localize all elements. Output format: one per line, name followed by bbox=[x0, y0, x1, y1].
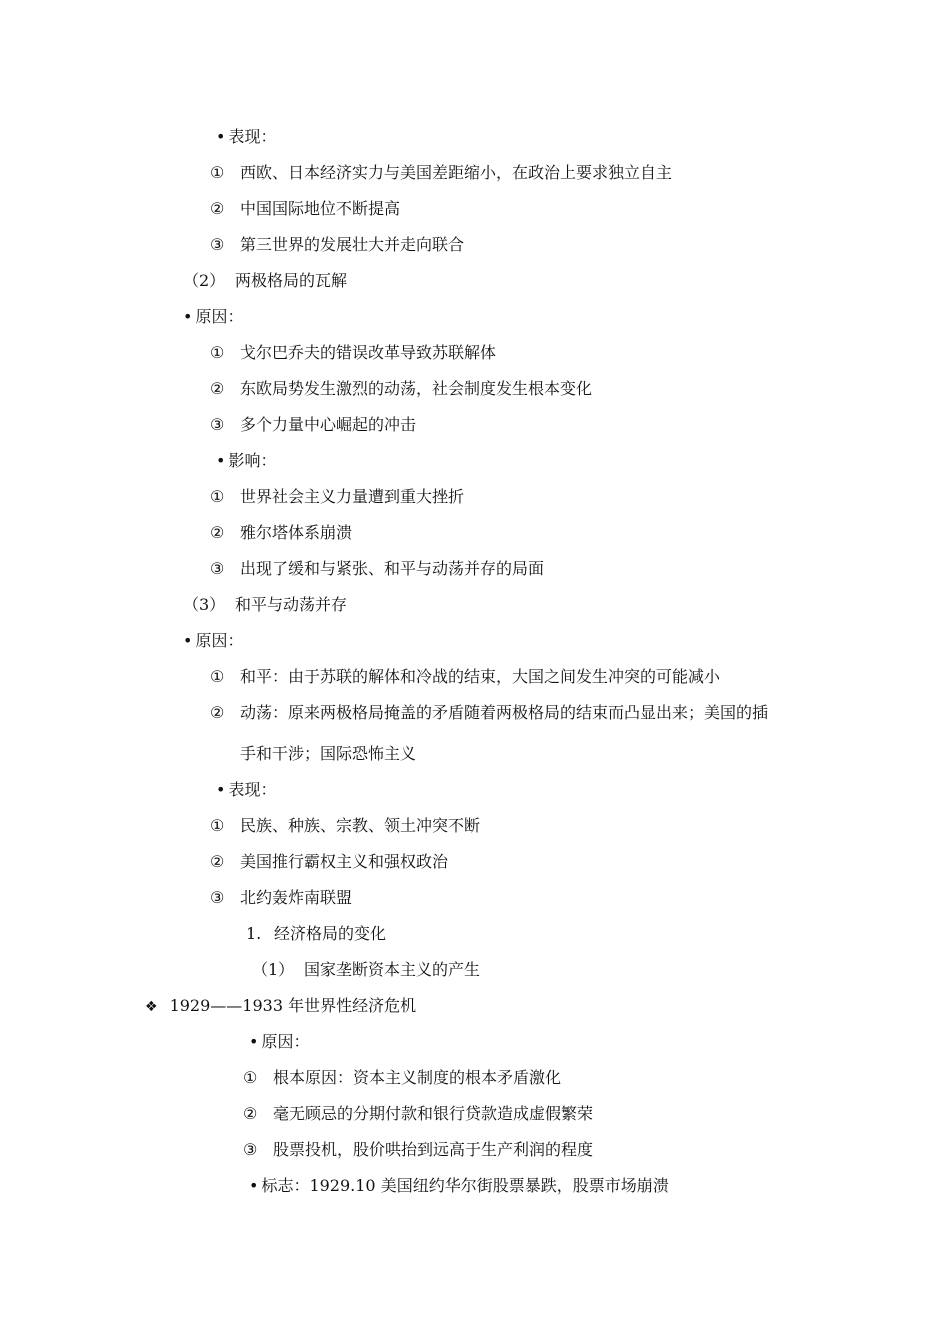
numbered-item: ③ 出现了缓和与紧张、和平与动荡并存的局面 bbox=[210, 559, 545, 578]
bullet-item: • 原因： bbox=[183, 307, 244, 326]
bullet-item: • 标志：1929.10 美国纽约华尔街股票暴跌，股票市场崩溃 bbox=[249, 1176, 669, 1195]
bullet-item: • 原因： bbox=[249, 1032, 310, 1051]
bullet-item: • 影响： bbox=[216, 451, 277, 470]
bullet-icon: • bbox=[249, 1032, 259, 1051]
numbered-item: ② 东欧局势发生激烈的动荡，社会制度发生根本变化 bbox=[210, 379, 593, 398]
numbered-item: ③ 北约轰炸南联盟 bbox=[210, 888, 353, 907]
numbered-item: ② 雅尔塔体系崩溃 bbox=[210, 523, 353, 542]
numbered-item: ② 美国推行霸权主义和强权政治 bbox=[210, 852, 449, 871]
bullet-icon: • bbox=[216, 127, 226, 146]
bullet-icon: • bbox=[183, 631, 193, 650]
numbered-item: ① 根本原因：资本主义制度的根本矛盾激化 bbox=[243, 1068, 562, 1087]
bullet-icon: • bbox=[249, 1176, 259, 1195]
bullet-item: • 表现： bbox=[216, 127, 277, 146]
numbered-item: ③ 多个力量中心崛起的冲击 bbox=[210, 415, 417, 434]
bullet-icon: • bbox=[216, 451, 226, 470]
numbered-item: ① 民族、种族、宗教、领土冲突不断 bbox=[210, 816, 481, 835]
section-heading: （1） 国家垄断资本主义的产生 bbox=[252, 960, 481, 979]
numbered-item: ① 世界社会主义力量遭到重大挫折 bbox=[210, 487, 465, 506]
section-heading: 1. 经济格局的变化 bbox=[246, 924, 387, 943]
bullet-item: • 表现： bbox=[216, 780, 277, 799]
continuation-line: 手和干涉；国际恐怖主义 bbox=[240, 744, 417, 763]
numbered-item: ① 和平：由于苏联的解体和冷战的结束，大国之间发生冲突的可能减小 bbox=[210, 667, 721, 686]
numbered-item: ② 动荡：原来两极格局掩盖的矛盾随着两极格局的结束而凸显出来；美国的插 bbox=[210, 703, 769, 722]
numbered-item: ② 毫无顾忌的分期付款和银行贷款造成虚假繁荣 bbox=[243, 1104, 594, 1123]
section-heading: （2） 两极格局的瓦解 bbox=[183, 271, 348, 290]
numbered-item: ① 西欧、日本经济实力与美国差距缩小，在政治上要求独立自主 bbox=[210, 163, 673, 182]
bullet-icon: • bbox=[183, 307, 193, 326]
numbered-item: ② 中国国际地位不断提高 bbox=[210, 199, 401, 218]
diamond-heading: ❖ 1929——1933 年世界性经济危机 bbox=[145, 995, 416, 1017]
numbered-item: ③ 股票投机，股价哄抬到远高于生产利润的程度 bbox=[243, 1140, 594, 1159]
numbered-item: ③ 第三世界的发展壮大并走向联合 bbox=[210, 235, 465, 254]
bullet-item: • 原因： bbox=[183, 631, 244, 650]
diamond-bullet-icon: ❖ bbox=[145, 999, 158, 1015]
numbered-item: ① 戈尔巴乔夫的错误改革导致苏联解体 bbox=[210, 343, 497, 362]
section-heading: （3） 和平与动荡并存 bbox=[183, 595, 348, 614]
bullet-icon: • bbox=[216, 780, 226, 799]
